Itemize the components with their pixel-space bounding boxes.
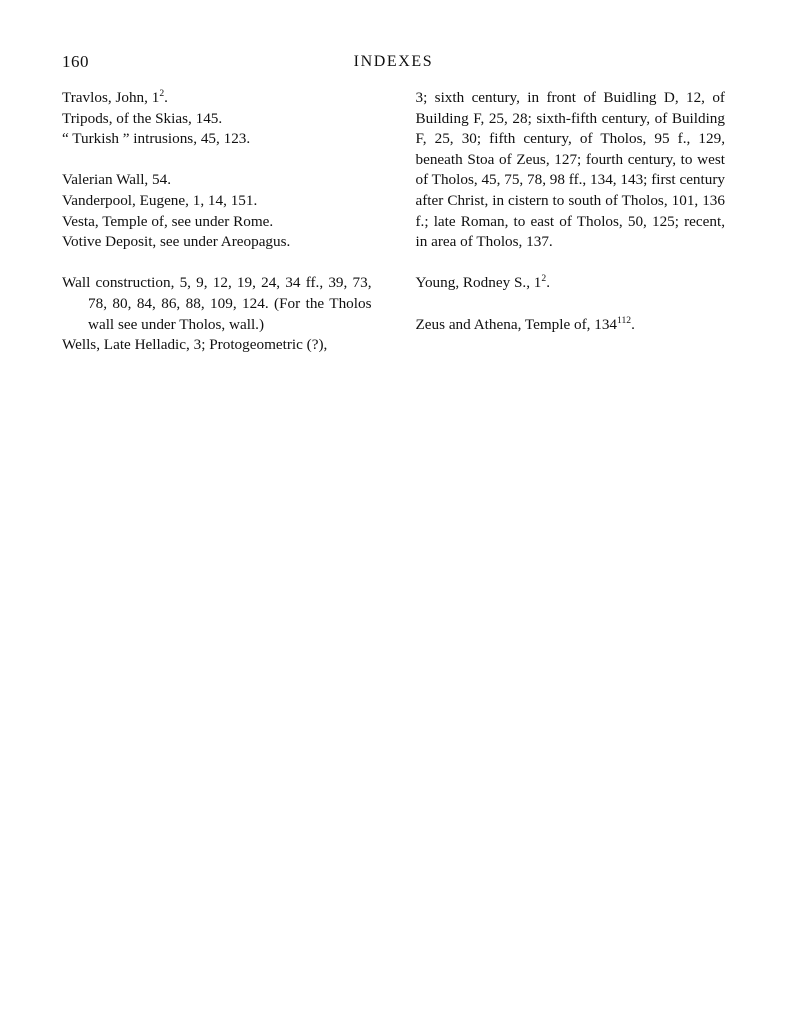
page-header [62, 52, 725, 74]
index-entry: Valerian Wall, 54. [62, 171, 171, 189]
index-entry: Zeus and Athena, Temple of, $134^{112}$. [415, 314, 635, 333]
footnote-marker: 2 [541, 273, 547, 285]
entry-group-gap [416, 253, 726, 274]
index-entry: “ Turkish ” intrusions, 45, 123. [62, 130, 251, 148]
entry-group-gap [62, 150, 372, 171]
page-number: 160 [62, 52, 89, 71]
index-entry: Young, Rodney S., $1^2$. [415, 273, 550, 292]
index-entry: Votive Deposit, see under Areopagus. [62, 233, 291, 251]
left-column [62, 88, 372, 356]
entry-group-gap [416, 294, 726, 315]
index-entry: Wells, Late Helladic, 3; Protogeometric (?), [62, 336, 328, 354]
index-entry: Vesta, Temple of, see under Rome. [62, 212, 274, 230]
index-entry: Travlos, John, $1^2$. [62, 87, 168, 106]
entry-group-gap [62, 253, 372, 274]
index-entry: Tripods, of the Skias, 145. [62, 109, 223, 127]
index-entry: Vanderpool, Eugene, 1, 14, 151. [62, 191, 258, 209]
index-entry-continued: 3; sixth century, in front of Buidling D, 12, of Building F, 25, 28; sixth-fifth century, of Building F, 25, 30; fifth century, of Tholos, 95 f., 129, beneath Stoa of Zeus, 127; fourth century, to west of Tholos, 45, 75, 78, 98 ff., 134, 143; first century after Christ, in cistern to south of Tholos, 101, 136 f.; late Roman, to east of Tholos, 50, 125; recent, in area of Tholos, 137. [415, 89, 725, 251]
index-columns [62, 88, 725, 356]
index-entry: Wall construction, 5, 9, 12, 19, 24, 34 ff., 39, 73, 78, 80, 84, 86, 88, 109, 124. (For the Tholos wall see under Tholos, wall.) [62, 274, 372, 333]
running-head: INDEXES [353, 53, 434, 70]
right-column [416, 88, 726, 356]
footnote-marker: 2 [159, 87, 165, 99]
footnote-marker: 112 [617, 314, 632, 326]
